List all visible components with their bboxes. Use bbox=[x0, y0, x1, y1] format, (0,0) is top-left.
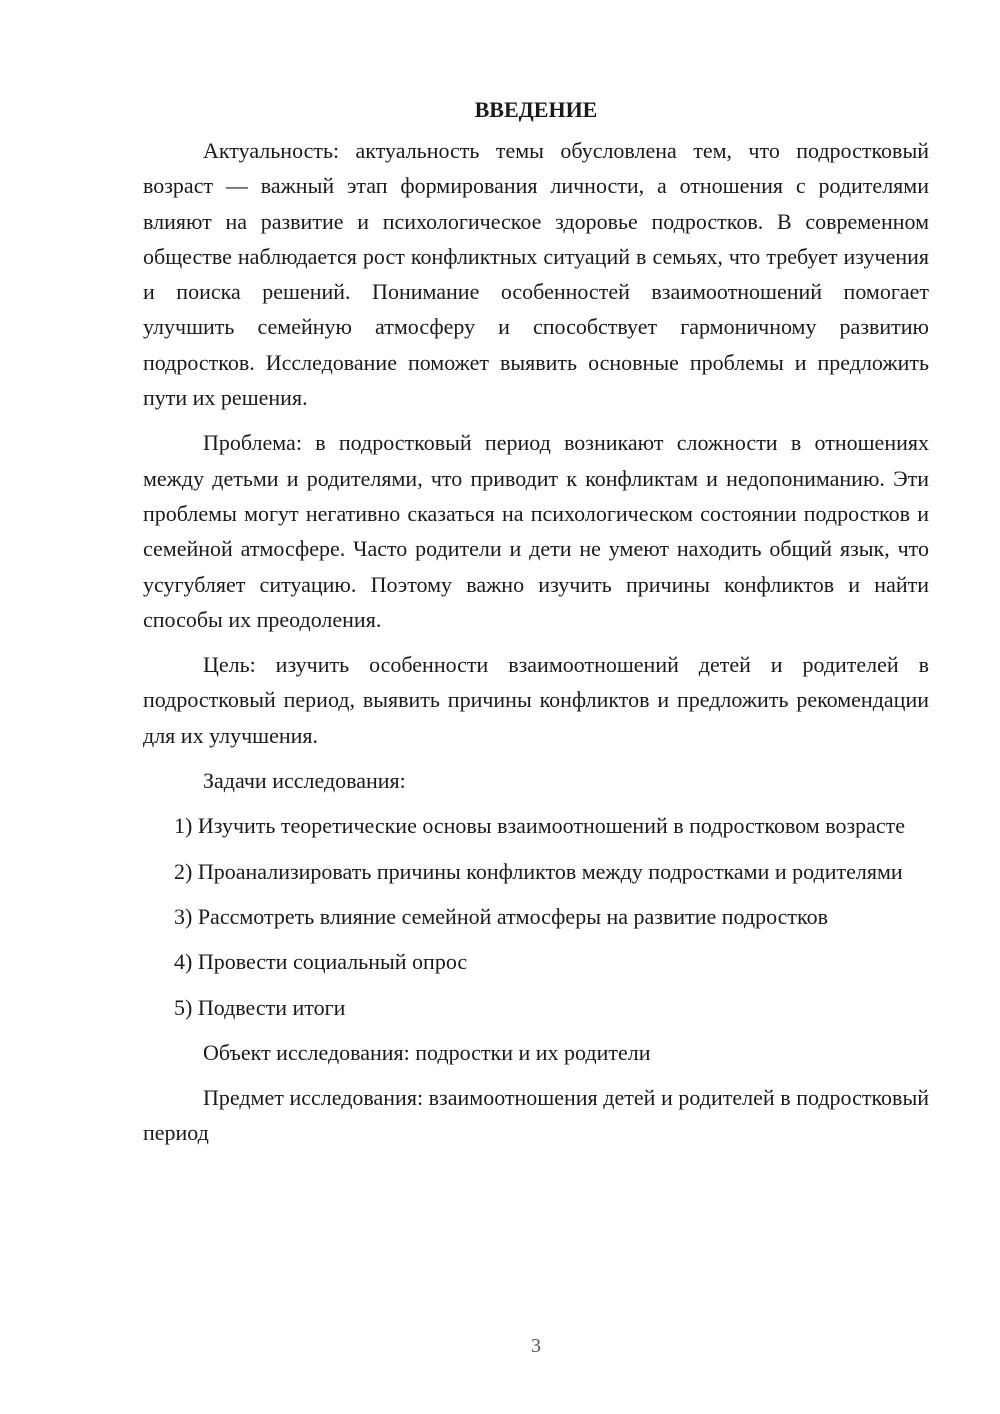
task-item-3: 3) Рассмотреть влияние семейной атмосферы на развитие подростков bbox=[174, 903, 829, 929]
document-page bbox=[143, 92, 929, 1151]
subject-paragraph: Предмет исследования: взаимоотношения детей и родителей в подростковый период bbox=[143, 1085, 929, 1146]
task-item-1: 1) Изучить теоретические основы взаимоотношений в подростковом возрасте bbox=[174, 813, 906, 839]
relevance-paragraph: Актуальность: актуальность темы обусловлена тем, что подростковый возраст — важный этап формирования личности, а отношения с родителями влияют на развитие и психологическое здоровье подростков. В современном обществе наблюдается рост конфликтных ситуаций в семьях, что требует изучения и поиска решений. Понимание особенностей взаимоотношений помогает улучшить семейную атмосферу и способствует гармоничному развитию подростков. Исследование поможет выявить основные проблемы и предложить пути их решения. bbox=[143, 138, 929, 411]
task-item-5: 5) Подвести итоги bbox=[174, 994, 346, 1020]
section-title: ВВЕДЕНИЕ bbox=[474, 97, 598, 122]
object-paragraph: Объект исследования: подростки и их родители bbox=[203, 1039, 651, 1065]
page-number: 3 bbox=[531, 1335, 541, 1357]
tasks-heading: Задачи исследования: bbox=[203, 768, 406, 794]
problem-paragraph: Проблема: в подростковый период возникают сложности в отношениях между детьми и родителями, что приводит к конфликтам и недопониманию. Эти проблемы могут негативно сказаться на психологическом состоянии подростков и семейной атмосфере. Часто родители и дети не умеют находить общий язык, что усугубляет ситуацию. Поэтому важно изучить причины конфликтов и найти способы их преодоления. bbox=[143, 430, 929, 632]
task-item-2: 2) Проанализировать причины конфликтов между подростками и родителями bbox=[174, 858, 903, 884]
goal-paragraph: Цель: изучить особенности взаимоотношений детей и родителей в подростковый период, выявить причины конфликтов и предложить рекомендации для их улучшения. bbox=[143, 652, 929, 748]
task-item-4: 4) Провести социальный опрос bbox=[174, 949, 468, 975]
